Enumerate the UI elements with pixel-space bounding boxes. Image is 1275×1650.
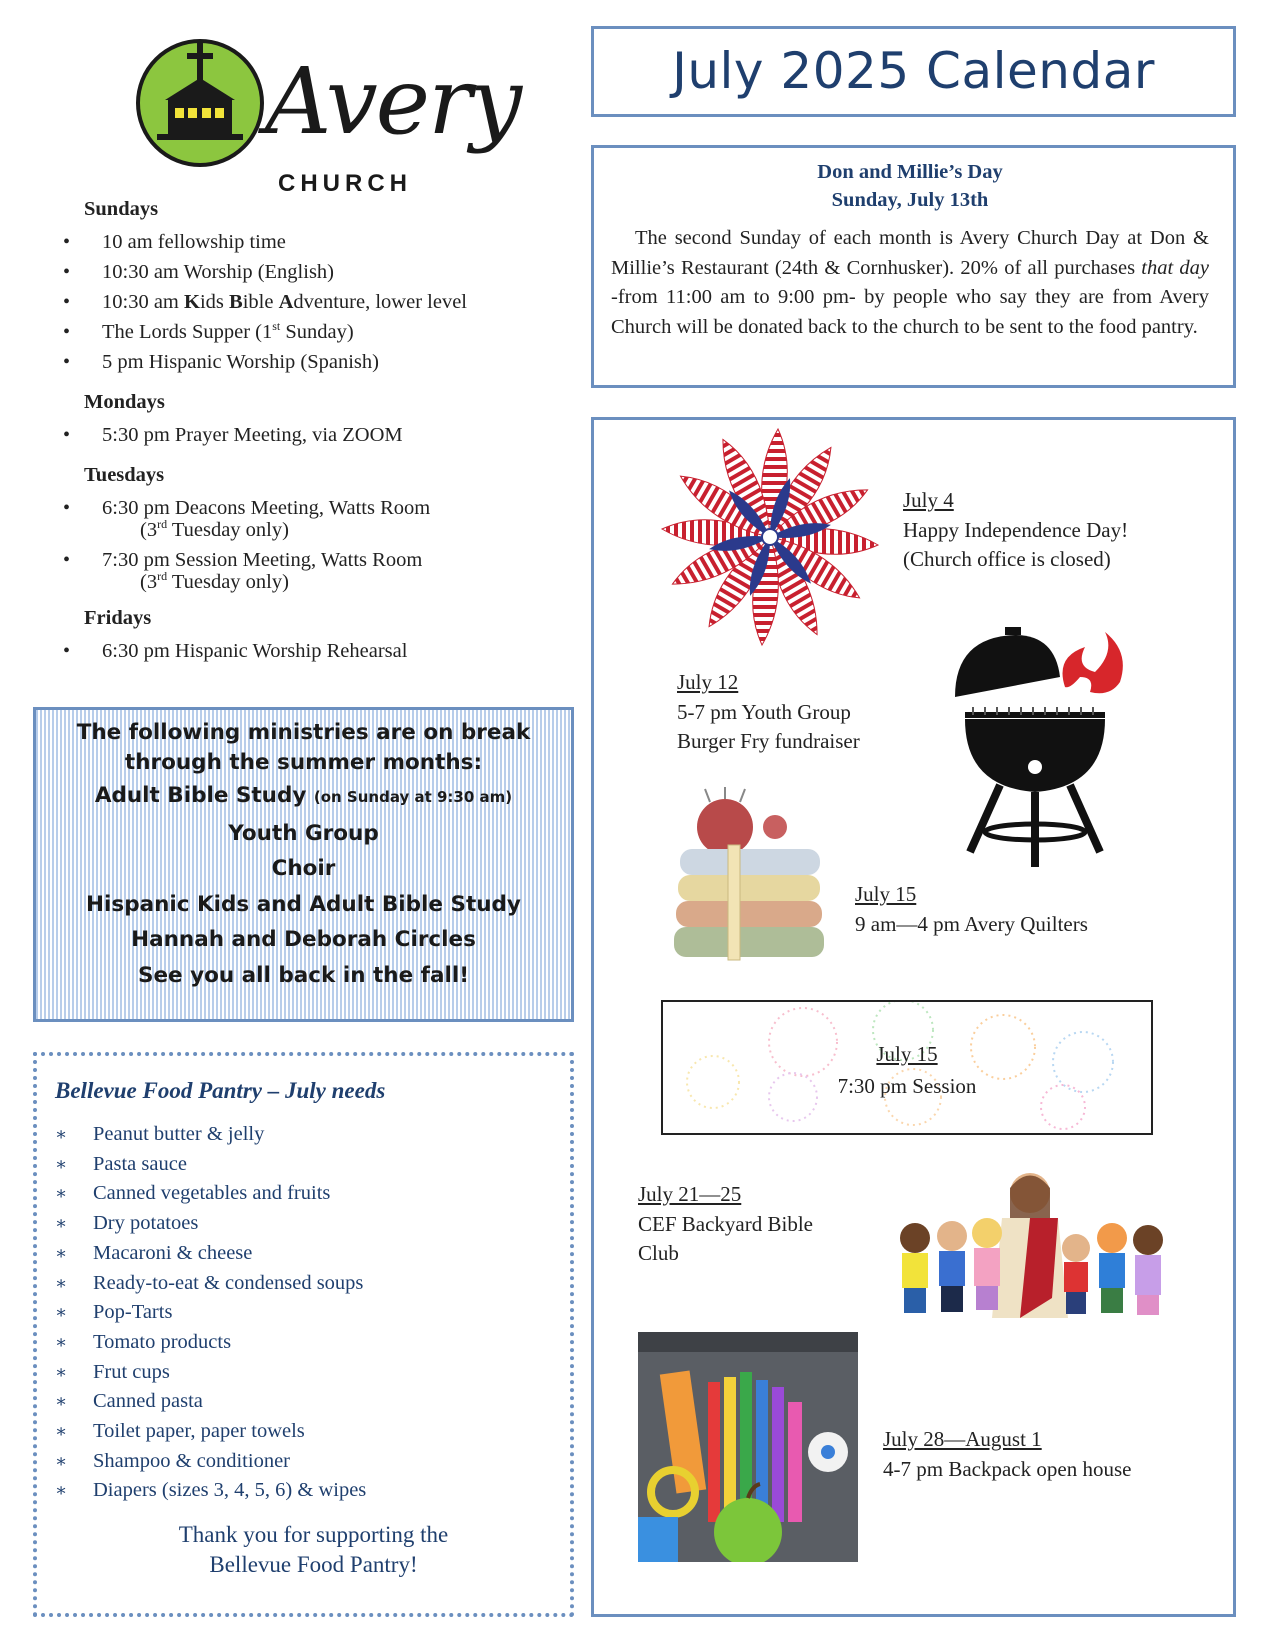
don-body-post: -from 11:00 am to 9:00 pm- by people who say they are from Avery Church will be donated back to the church to be sent to the food pantry. bbox=[611, 286, 1209, 338]
day-heading: Tuesdays bbox=[84, 464, 165, 486]
break-intro-2: through the summer months: bbox=[124, 750, 483, 775]
event-line: 4-7 pm Backpack open house bbox=[883, 1456, 1132, 1481]
event-july-4 bbox=[903, 486, 1128, 575]
school-supplies-icon bbox=[638, 1332, 858, 1562]
church-building-icon bbox=[135, 38, 265, 168]
jesus-with-children-icon bbox=[880, 1168, 1185, 1325]
event-line: 9 am—4 pm Avery Quilters bbox=[855, 911, 1088, 936]
don-body-pre: The second Sunday of each month is Avery Church Day at Don & Millie’s Restaurant (24th & Cornhusker). 20% of all purchases bbox=[611, 227, 1209, 279]
session-event-box bbox=[661, 1000, 1153, 1135]
supper-tail: Sunday) bbox=[280, 321, 354, 343]
don-title-1: Don and Millie’s Day bbox=[817, 161, 1003, 183]
pantry-item: ∗ Peanut butter & jelly bbox=[55, 1120, 552, 1150]
adult-small: (on Sunday at 9:30 am) bbox=[313, 788, 513, 806]
schedule-item: • 6:30 pm Hispanic Worship Rehearsal bbox=[60, 636, 560, 666]
note-sup: rd bbox=[157, 517, 168, 532]
pantry-item: ∗ Canned vegetables and fruits bbox=[55, 1179, 552, 1209]
schedule-item: • 7:30 pm Session Meeting, Watts Room bbox=[60, 545, 560, 575]
calendar-title-box bbox=[591, 26, 1236, 117]
break-item-adult bbox=[36, 778, 571, 816]
schedule-item: • 10 am fellowship time bbox=[60, 227, 560, 257]
event-date: July 28—August 1 bbox=[883, 1427, 1042, 1451]
don-body-em: that day bbox=[1141, 256, 1209, 279]
kids-k: K bbox=[184, 291, 200, 313]
event-line: CEF Backyard Bible bbox=[638, 1211, 813, 1236]
bbq-grill-icon bbox=[945, 627, 1130, 867]
event-line: 5-7 pm Youth Group bbox=[677, 699, 851, 724]
don-body bbox=[611, 224, 1209, 342]
event-line: Happy Independence Day! bbox=[903, 517, 1129, 542]
break-item: Hannah and Deborah Circles bbox=[131, 927, 476, 952]
day-heading: Mondays bbox=[84, 391, 165, 413]
don-millies-box bbox=[591, 145, 1236, 388]
pantry-thanks bbox=[55, 1520, 552, 1580]
schedule-item-kids bbox=[60, 287, 560, 317]
pantry-title: Bellevue Food Pantry – July needs bbox=[55, 1078, 386, 1103]
note-sup: rd bbox=[157, 569, 168, 584]
kids-rest: dventure, lower level bbox=[293, 291, 467, 313]
kids-b: B bbox=[229, 291, 243, 313]
pantry-item: ∗ Macaroni & cheese bbox=[55, 1239, 552, 1269]
pantry-item: ∗ Toilet paper, paper towels bbox=[55, 1417, 552, 1447]
calendar-title: July 2025 Calendar bbox=[672, 42, 1155, 100]
pantry-item: ∗ Canned pasta bbox=[55, 1387, 552, 1417]
break-item: Hispanic Kids and Adult Bible Study bbox=[86, 891, 521, 917]
sundays-group bbox=[60, 198, 560, 377]
weekly-schedule bbox=[60, 198, 560, 680]
event-line: 7:30 pm Session bbox=[837, 1074, 977, 1098]
food-pantry-box bbox=[33, 1052, 574, 1617]
break-closing: See you all back in the fall! bbox=[137, 962, 470, 988]
note-pre: (3 bbox=[140, 571, 158, 593]
day-heading: Sundays bbox=[84, 198, 159, 220]
pantry-item: ∗ Diapers (sizes 3, 4, 5, 6) & wipes bbox=[55, 1476, 552, 1506]
kids-a: A bbox=[278, 291, 294, 313]
event-date: July 4 bbox=[903, 488, 954, 512]
pantry-list bbox=[55, 1120, 552, 1506]
thanks-line-1: Thank you for supporting the bbox=[178, 1522, 449, 1548]
pantry-item: ∗ Tomato products bbox=[55, 1328, 552, 1358]
event-date: July 21—25 bbox=[638, 1182, 742, 1206]
flag-pinwheel-icon bbox=[660, 427, 880, 647]
schedule-item-supper bbox=[60, 317, 560, 347]
session-text bbox=[663, 1002, 1151, 1102]
pantry-item: ∗ Dry potatoes bbox=[55, 1209, 552, 1239]
supper-sup: st bbox=[272, 319, 281, 334]
event-date: July 12 bbox=[677, 670, 739, 694]
schedule-item: • 6:30 pm Deacons Meeting, Watts Room bbox=[60, 493, 560, 523]
day-heading: Fridays bbox=[84, 607, 152, 629]
pantry-item: ∗ Ready-to-eat & condensed soups bbox=[55, 1269, 552, 1299]
schedule-item: • 5:30 pm Prayer Meeting, via ZOOM bbox=[60, 420, 560, 450]
event-date: July 15 bbox=[876, 1042, 938, 1066]
event-july-28 bbox=[883, 1425, 1131, 1484]
event-july-12 bbox=[677, 668, 860, 757]
note-post: Tuesday only) bbox=[167, 571, 289, 593]
thanks-line-2: Bellevue Food Pantry! bbox=[209, 1552, 418, 1578]
tuesdays-group bbox=[60, 464, 560, 593]
pantry-item: ∗ Frut cups bbox=[55, 1358, 552, 1388]
kids-ids: ids bbox=[199, 291, 230, 313]
event-july-21-25 bbox=[638, 1180, 813, 1269]
event-line: (Church office is closed) bbox=[903, 547, 1111, 571]
logo-wordmark: Avery bbox=[265, 48, 521, 155]
kids-ible: ible bbox=[242, 291, 279, 313]
event-line: Burger Fry fundraiser bbox=[677, 729, 860, 753]
event-line: Club bbox=[638, 1241, 679, 1265]
kids-prefix: 10:30 am bbox=[102, 291, 184, 313]
church-logo bbox=[135, 38, 521, 218]
break-intro-1: The following ministries are on break bbox=[76, 720, 531, 745]
schedule-item: • 10:30 am Worship (English) bbox=[60, 257, 560, 287]
quilt-stack-icon bbox=[670, 787, 830, 967]
pantry-item: ∗ Shampoo & conditioner bbox=[55, 1447, 552, 1477]
adult-main: Adult Bible Study bbox=[94, 783, 314, 808]
mondays-group bbox=[60, 391, 560, 450]
break-item: Choir bbox=[271, 856, 336, 881]
supper-text: The Lords Supper (1 bbox=[102, 321, 273, 343]
schedule-item: • 5 pm Hispanic Worship (Spanish) bbox=[60, 347, 560, 377]
event-date: July 15 bbox=[855, 882, 917, 906]
note-post: Tuesday only) bbox=[167, 519, 289, 541]
break-item: Youth Group bbox=[228, 820, 379, 846]
pantry-item: ∗ Pasta sauce bbox=[55, 1150, 552, 1180]
logo-subtitle: CHURCH bbox=[278, 170, 412, 197]
don-title-2: Sunday, July 13th bbox=[831, 189, 989, 211]
ministries-break-box bbox=[33, 707, 574, 1022]
note-pre: (3 bbox=[140, 519, 158, 541]
event-july-15-quilters bbox=[855, 880, 1088, 939]
pantry-item: ∗ Pop-Tarts bbox=[55, 1298, 552, 1328]
fridays-group bbox=[60, 607, 560, 666]
